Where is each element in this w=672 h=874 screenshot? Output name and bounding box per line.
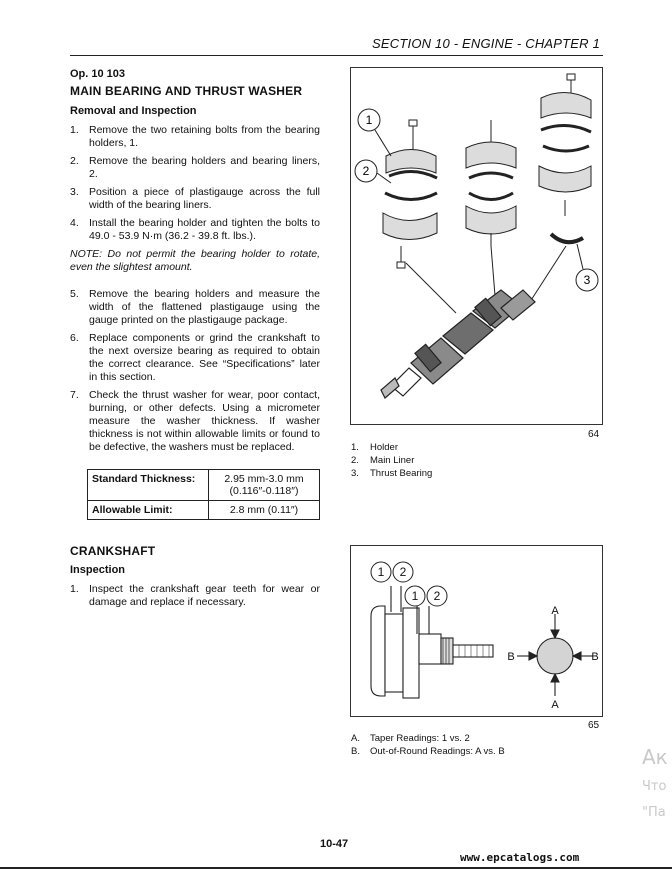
crank-step-1 — [70, 583, 320, 609]
callout-label: 1 — [411, 589, 419, 603]
header-rule — [70, 55, 603, 56]
label-a-bottom: A — [551, 699, 559, 711]
figure-64-number: 64 — [588, 429, 600, 440]
label-b-right: B — [591, 651, 599, 663]
figure-64-frame — [350, 67, 603, 425]
step-text: Check the thrust washer for wear, poor contact, burning, or other defects. Using a micrometer measure the washer thickness. If washer thickness is not within allowable limits or found to be defective, the washers must be replaced. — [89, 389, 320, 453]
step-text: Inspect the crankshaft gear teeth for wear or damage and replace if necessary. — [89, 583, 320, 608]
spec-table — [87, 469, 320, 520]
spec-value — [209, 470, 320, 501]
bearing-exploded-illustration — [351, 68, 602, 424]
caption-number: B. — [351, 746, 360, 757]
spec-label: Allowable Limit: — [88, 501, 209, 520]
step-4 — [70, 217, 320, 243]
step-number: 4. — [70, 217, 79, 229]
caption-text: Main Liner — [370, 455, 415, 466]
figure-65-number: 65 — [588, 720, 600, 731]
step-6 — [70, 332, 320, 384]
step-5 — [70, 288, 320, 327]
section-header: SECTION 10 - ENGINE - CHAPTER 1 — [372, 36, 600, 51]
step-7 — [70, 389, 320, 454]
step-number: 1. — [70, 124, 79, 136]
crankshaft-title: CRANKSHAFT — [70, 544, 156, 558]
watermark-line-3: "Па — [642, 805, 666, 820]
caption-item — [351, 732, 505, 745]
crankshaft-inspection-heading: Inspection — [70, 564, 126, 576]
step-number: 6. — [70, 332, 79, 344]
step-text: Replace components or grind the crankshaft to the next oversize bearing as required to obtain the correct clearance. See “Specifications” later in this section. — [89, 332, 320, 383]
note-text: NOTE: Do not permit the bearing holder to rotate, even the slightest amount. — [70, 248, 320, 273]
op-number: Op. 10 103 — [70, 68, 126, 80]
step-2 — [70, 155, 320, 181]
step-number: 7. — [70, 389, 79, 401]
label-b-left: B — [507, 651, 515, 663]
step-number: 2. — [70, 155, 79, 167]
step-3 — [70, 186, 320, 212]
footer-rule — [0, 867, 672, 869]
step-text: Install the bearing holder and tighten the bolts to 49.0 - 53.9 N·m (36.2 - 39.8 ft. lbs.). — [89, 217, 320, 242]
caption-item — [351, 441, 432, 454]
callout-label: 3 — [583, 273, 591, 287]
callout-label: 1 — [365, 113, 373, 127]
spec-value-metric: 2.95 mm-3.0 mm — [224, 473, 304, 485]
callout-label: 1 — [377, 565, 385, 579]
caption-item — [351, 745, 505, 758]
step-number: 1. — [70, 583, 79, 595]
step-number: 3. — [70, 186, 79, 198]
label-a-top: A — [551, 605, 559, 617]
page-number: 10-47 — [320, 838, 349, 850]
spec-label: Standard Thickness: — [88, 470, 209, 501]
step-text: Remove the two retaining bolts from the bearing holders, 1. — [89, 124, 320, 149]
crankshaft-steps — [70, 583, 320, 609]
main-title: MAIN BEARING AND THRUST WASHER — [70, 84, 303, 98]
caption-number: 3. — [351, 468, 359, 479]
watermark-line-2: Что — [642, 779, 667, 794]
caption-item — [351, 467, 432, 480]
removal-heading: Removal and Inspection — [70, 105, 197, 117]
caption-text: Out-of-Round Readings: A vs. B — [370, 746, 505, 757]
callout-label: 2 — [433, 589, 441, 603]
figure-65-frame — [350, 545, 603, 717]
caption-number: A. — [351, 733, 360, 744]
callout-label: 2 — [399, 565, 407, 579]
caption-text: Holder — [370, 442, 398, 453]
table-row — [88, 470, 320, 501]
footer-url[interactable]: www.epcatalogs.com — [460, 851, 580, 864]
crankshaft-measurement-illustration — [351, 546, 602, 716]
caption-number: 2. — [351, 455, 359, 466]
removal-steps — [70, 124, 320, 454]
step-number: 5. — [70, 288, 79, 300]
figure-65-captions — [351, 732, 505, 758]
step-text: Remove the bearing holders and measure the width of the flattened plastigauge using the gauge printed on the plastigauge package. — [89, 288, 320, 326]
table-row — [88, 501, 320, 520]
figure-64-captions — [351, 441, 432, 480]
caption-text: Thrust Bearing — [370, 468, 433, 479]
step-text: Remove the bearing holders and bearing liners, 2. — [89, 155, 320, 180]
step-text: Position a piece of plastigauge across the full width of the bearing liners. — [89, 186, 320, 211]
caption-text: Taper Readings: 1 vs. 2 — [370, 733, 470, 744]
spec-value: 2.8 mm (0.11″) — [209, 501, 320, 520]
callout-label: 2 — [362, 164, 370, 178]
caption-item — [351, 454, 432, 467]
step-1 — [70, 124, 320, 150]
watermark-line-1: Ак — [642, 745, 668, 769]
caption-number: 1. — [351, 442, 359, 453]
spec-value-imperial: (0.116″-0.118″) — [229, 485, 299, 497]
